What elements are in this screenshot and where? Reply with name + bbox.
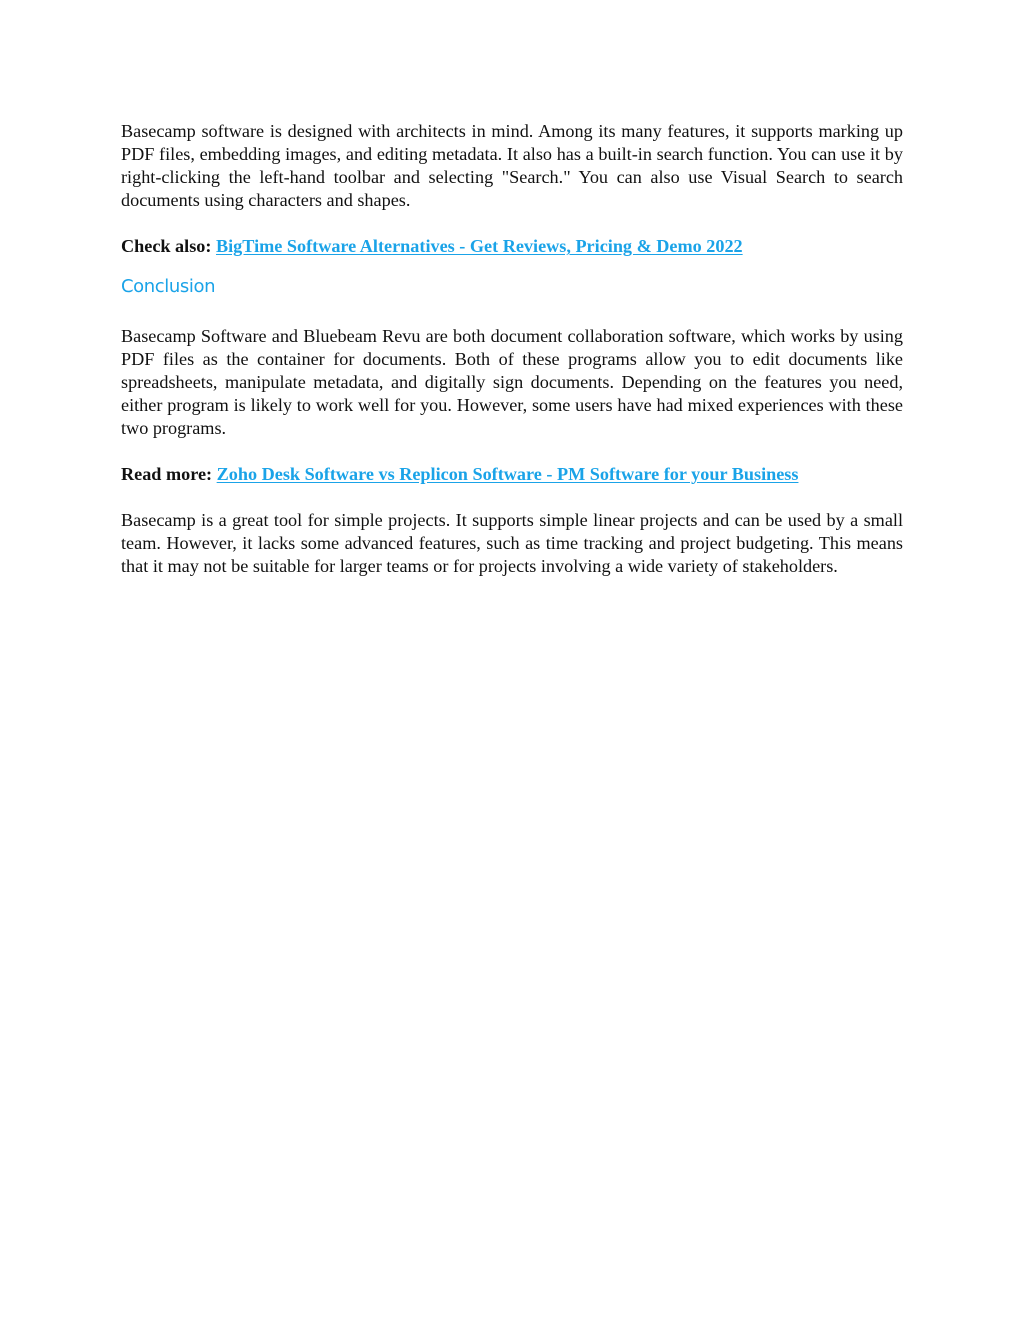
conclusion-paragraph: Basecamp Software and Bluebeam Revu are both document collaboration software, which works by using PDF files as the container for documents. Both of these programs allow you to edit documents like spreadsheets, manipulate metadata, and digitally sign documents. Depending on the features you need, either program is likely to work well for you. However, some users have had mixed experiences with these two programs.	[121, 326, 903, 438]
read-more-link[interactable]: Zoho Desk Software vs Replicon Software - PM Software for your Business	[216, 464, 799, 484]
closing-paragraph: Basecamp is a great tool for simple projects. It supports simple linear projects and can be used by a small team. However, it lacks some advanced features, such as time tracking and project budgeting. This means that it may not be suitable for larger teams or for projects involving a wide variety of stakeholders.	[121, 510, 903, 576]
check-also-label: Check also:	[121, 236, 216, 256]
intro-paragraph: Basecamp software is designed with architects in mind. Among its many features, it supports marking up PDF files, embedding images, and editing metadata. It also has a built-in search function. You can use it by right-clicking the left-hand toolbar and selecting "Search." You can also use Visual Search to search documents using characters and shapes.	[121, 121, 903, 210]
read-more-label: Read more:	[121, 464, 217, 484]
document-page	[121, 120, 903, 578]
check-also-link[interactable]: BigTime Software Alternatives - Get Reviews, Pricing & Demo 2022	[215, 236, 743, 256]
conclusion-heading: Conclusion	[121, 276, 216, 297]
check-also-line	[121, 235, 903, 258]
read-more-line	[121, 463, 903, 486]
